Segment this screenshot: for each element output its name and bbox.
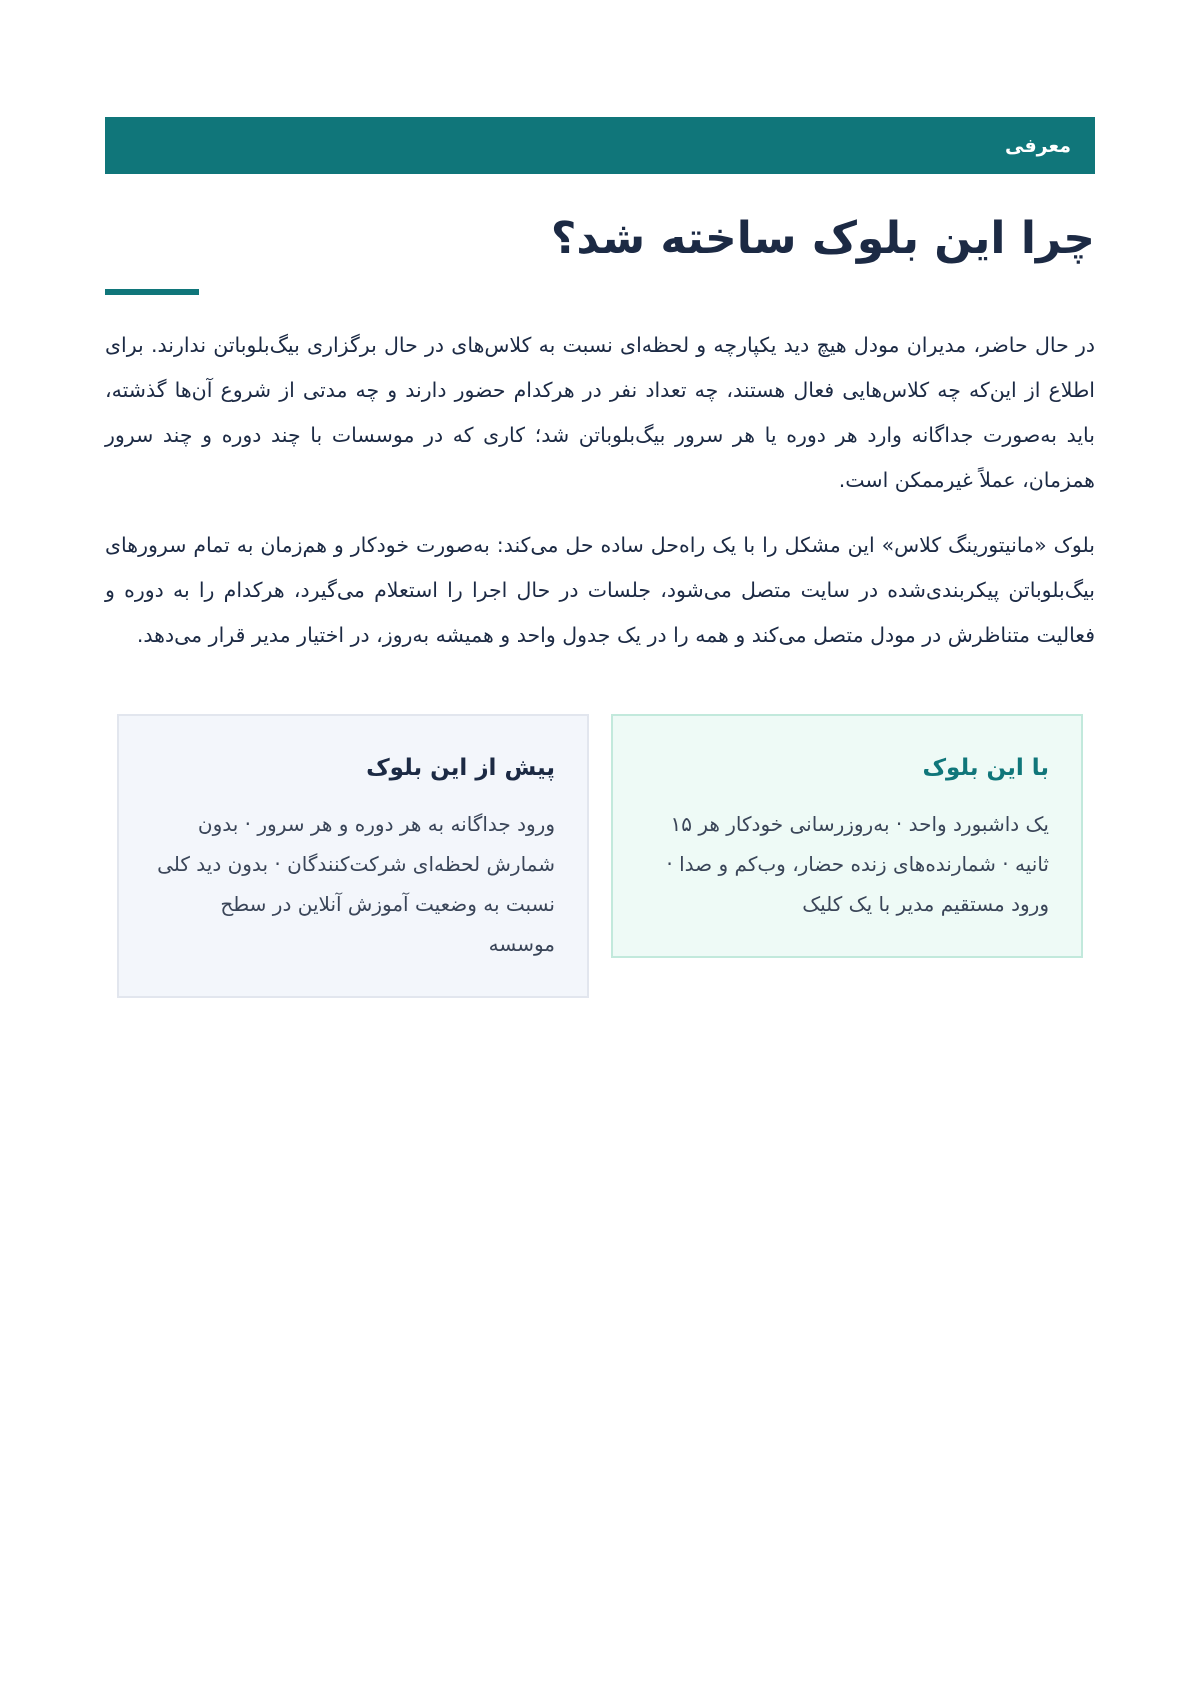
card-before-block-body: ورود جداگانه به هر دوره و هر سرور · بدون شمارش لحظه‌ای شرکت‌کنندگان · بدون دید کلی نسبت به وضعیت آموزش آنلاین در سطح موسسه <box>157 812 555 957</box>
section-label: معرفی <box>1005 134 1071 157</box>
intro-paragraph-1: در حال حاضر، مدیران مودل هیچ دید یکپارچه و لحظه‌ای نسبت به کلاس‌های در حال برگزاری بیگ‌بلوباتن ندارند. برای اطلاع از این‌که چه کلاس‌هایی فعال هستند، چه تعداد نفر در هرکدام حضور دارند و چه مدتی از شروع آن‌ها گذشته، باید به‌صورت جداگانه وارد هر دوره یا هر سرور بیگ‌بلوباتن شد؛ کاری که در موسسات با چند دوره و چند سرور همزمان، عملاً غیرممکن است. <box>105 333 1095 493</box>
card-before-block-title: پیش از این بلوک <box>366 755 555 782</box>
card-with-block-body: یک داشبورد واحد · به‌روزرسانی خودکار هر ۱۵ ثانیه · شمارنده‌های زنده حضار، وب‌کم و صدا · ورود مستقیم مدیر با یک کلیک <box>666 812 1049 917</box>
section-header-band <box>105 117 1095 174</box>
comparison-cards <box>105 714 1095 998</box>
card-before-block <box>117 714 589 998</box>
intro-paragraph-2: بلوک «مانیتورینگ کلاس» این مشکل را با یک راه‌حل ساده حل می‌کند: به‌صورت خودکار و هم‌زمان به تمام سرورهای بیگ‌بلوباتن پیکربندی‌شده در سایت متصل می‌شود، جلسات در حال اجرا را استعلام می‌گیرد، هرکدام را به دوره و فعالیت متناظرش در مودل متصل می‌کند و همه را در یک جدول واحد و همیشه به‌روز، در اختیار مدیر قرار می‌دهد. <box>105 533 1095 648</box>
document-page <box>105 0 1095 998</box>
card-with-block <box>611 714 1083 958</box>
card-with-block-title: با این بلوک <box>922 755 1049 782</box>
page-title: چرا این بلوک ساخته شد؟ <box>550 213 1095 264</box>
title-underline <box>105 289 199 295</box>
